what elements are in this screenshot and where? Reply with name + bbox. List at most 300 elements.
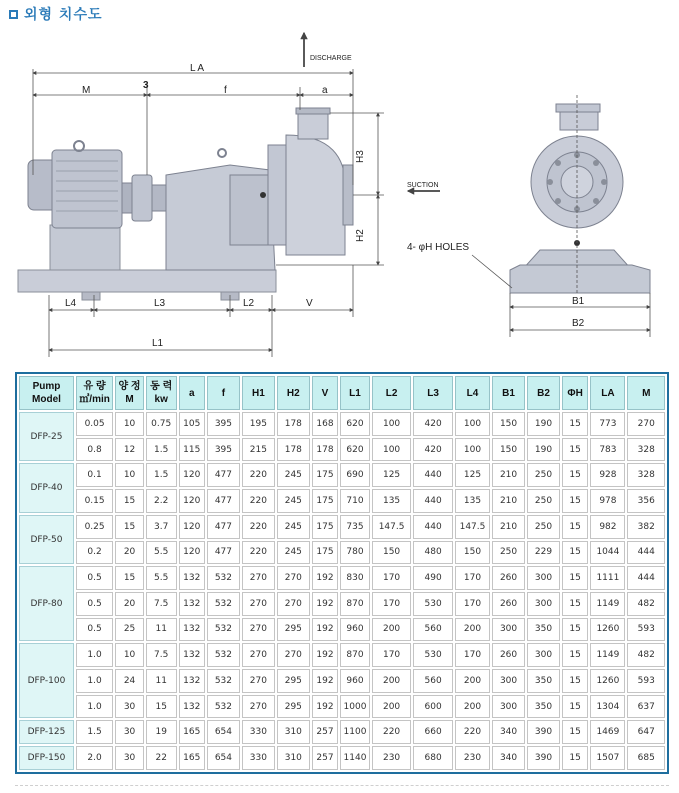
- table-cell: 15: [562, 566, 588, 590]
- table-cell: 1260: [590, 669, 625, 693]
- table-cell: 15: [562, 489, 588, 513]
- table-cell: 175: [312, 541, 338, 565]
- column-header: [455, 376, 490, 410]
- table-cell: 532: [207, 669, 240, 693]
- column-header: [207, 376, 240, 410]
- table-cell: 245: [277, 515, 310, 539]
- column-header: [19, 376, 74, 410]
- table-cell: 0.8: [76, 438, 113, 462]
- table-cell: 735: [340, 515, 370, 539]
- table-cell: 120: [179, 463, 205, 487]
- table-cell: 20: [115, 541, 144, 565]
- table-cell: 440: [413, 515, 453, 539]
- table-cell: 593: [627, 669, 665, 693]
- table-row: [19, 720, 665, 744]
- column-header: [146, 376, 177, 410]
- table-cell: 328: [627, 463, 665, 487]
- table-row: [19, 566, 665, 590]
- table-cell: 250: [527, 515, 560, 539]
- column-header: [312, 376, 338, 410]
- pump-model-cell: DFP-80: [19, 566, 74, 641]
- table-cell: 100: [455, 438, 490, 462]
- table-cell: 200: [455, 669, 490, 693]
- column-header: [340, 376, 370, 410]
- front-view: [510, 104, 650, 293]
- column-header: [242, 376, 275, 410]
- table-cell: 647: [627, 720, 665, 744]
- dim-label-m: M: [82, 85, 91, 96]
- column-header: [76, 376, 113, 410]
- table-cell: 444: [627, 566, 665, 590]
- column-header-line1: H1: [251, 387, 265, 399]
- table-cell: 230: [372, 746, 412, 770]
- table-cell: 637: [627, 695, 665, 719]
- table-row: [19, 489, 665, 513]
- dim-label-3: 3: [143, 80, 149, 91]
- dim-label-b2: B2: [572, 318, 585, 329]
- table-cell: 215: [242, 438, 275, 462]
- table-cell: 25: [115, 618, 144, 642]
- table-cell: 685: [627, 746, 665, 770]
- table-cell: 260: [492, 643, 525, 667]
- column-header-line1: 동 력: [150, 381, 173, 392]
- holes-label: 4- φH HOLES: [407, 242, 470, 253]
- table-cell: 780: [340, 541, 370, 565]
- dim-label-h2: H2: [355, 229, 366, 242]
- column-header: [372, 376, 412, 410]
- table-cell: 654: [207, 720, 240, 744]
- column-header-line1: f: [221, 387, 226, 399]
- table-cell: 783: [590, 438, 625, 462]
- table-cell: 210: [492, 463, 525, 487]
- table-cell: 15: [562, 412, 588, 436]
- table-cell: 300: [527, 566, 560, 590]
- column-header: [562, 376, 588, 410]
- table-cell: 1149: [590, 592, 625, 616]
- dim-label-b1: B1: [572, 296, 585, 307]
- column-header-line1: Pump: [32, 381, 61, 392]
- table-cell: 120: [179, 489, 205, 513]
- table-cell: 7.5: [146, 643, 177, 667]
- table-cell: 928: [590, 463, 625, 487]
- column-header-line1: 양 정: [118, 381, 141, 392]
- table-cell: 115: [179, 438, 205, 462]
- dim-label-la: L A: [190, 63, 205, 74]
- table-cell: 257: [312, 720, 338, 744]
- pump-model-cell: DFP-150: [19, 746, 74, 770]
- table-cell: 210: [492, 515, 525, 539]
- dim-label-a: a: [322, 85, 328, 96]
- table-cell: 482: [627, 592, 665, 616]
- table-cell: 30: [115, 720, 144, 744]
- table-cell: 0.2: [76, 541, 113, 565]
- table-cell: 11: [146, 618, 177, 642]
- table-cell: 1.0: [76, 669, 113, 693]
- table-cell: 192: [312, 695, 338, 719]
- table-cell: 295: [277, 695, 310, 719]
- column-header-line1: L3: [427, 387, 439, 399]
- column-header-line1: B2: [537, 387, 550, 399]
- table-cell: 2.2: [146, 489, 177, 513]
- table-cell: 15: [562, 618, 588, 642]
- table-cell: 395: [207, 438, 240, 462]
- table-cell: 250: [527, 463, 560, 487]
- table-cell: 178: [277, 438, 310, 462]
- table-cell: 1000: [340, 695, 370, 719]
- table-cell: 245: [277, 541, 310, 565]
- table-cell: 192: [312, 592, 338, 616]
- table-cell: 150: [492, 412, 525, 436]
- table-cell: 3.7: [146, 515, 177, 539]
- column-header: [527, 376, 560, 410]
- table-cell: 295: [277, 618, 310, 642]
- table-cell: 165: [179, 720, 205, 744]
- table-cell: 532: [207, 618, 240, 642]
- table-cell: 300: [492, 669, 525, 693]
- table-cell: 192: [312, 643, 338, 667]
- table-cell: 15: [562, 592, 588, 616]
- table-cell: 490: [413, 566, 453, 590]
- table-cell: 30: [115, 746, 144, 770]
- column-header-line1: M: [642, 387, 651, 399]
- table-cell: 530: [413, 643, 453, 667]
- table-cell: 15: [146, 695, 177, 719]
- table-cell: 132: [179, 592, 205, 616]
- table-cell: 593: [627, 618, 665, 642]
- column-header-line2: M: [125, 394, 134, 405]
- table-cell: 0.25: [76, 515, 113, 539]
- table-cell: 1149: [590, 643, 625, 667]
- column-header-line1: V: [321, 387, 329, 399]
- table-cell: 1.5: [146, 463, 177, 487]
- table-cell: 560: [413, 669, 453, 693]
- column-header-line1: ΦH: [567, 387, 583, 399]
- table-cell: 310: [277, 720, 310, 744]
- table-cell: 530: [413, 592, 453, 616]
- table-cell: 270: [242, 618, 275, 642]
- table-cell: 120: [179, 541, 205, 565]
- table-cell: 310: [277, 746, 310, 770]
- table-row: [19, 592, 665, 616]
- table-cell: 190: [527, 438, 560, 462]
- table-cell: 270: [277, 643, 310, 667]
- table-cell: 350: [527, 669, 560, 693]
- table-cell: 170: [455, 592, 490, 616]
- dim-label-v: V: [306, 298, 313, 309]
- table-cell: 170: [455, 643, 490, 667]
- table-cell: 420: [413, 412, 453, 436]
- table-cell: 1.5: [146, 438, 177, 462]
- discharge-label: DISCHARGE: [310, 55, 352, 62]
- table-cell: 245: [277, 489, 310, 513]
- table-row: [19, 643, 665, 667]
- table-cell: 395: [207, 412, 240, 436]
- table-cell: 560: [413, 618, 453, 642]
- table-cell: 270: [242, 695, 275, 719]
- table-cell: 175: [312, 515, 338, 539]
- table-cell: 192: [312, 566, 338, 590]
- table-cell: 24: [115, 669, 144, 693]
- table-cell: 340: [492, 746, 525, 770]
- table-cell: 270: [242, 643, 275, 667]
- table-cell: 477: [207, 463, 240, 487]
- dim-label-l4: L4: [65, 298, 77, 309]
- table-cell: 1260: [590, 618, 625, 642]
- table-cell: 477: [207, 489, 240, 513]
- table-cell: 356: [627, 489, 665, 513]
- column-header-line1: LA: [601, 387, 615, 399]
- dim-label-l1: L1: [152, 338, 164, 349]
- table-cell: 960: [340, 618, 370, 642]
- table-cell: 100: [455, 412, 490, 436]
- table-cell: 105: [179, 412, 205, 436]
- table-cell: 120: [179, 515, 205, 539]
- table-cell: 10: [115, 463, 144, 487]
- pump-model-cell: DFP-125: [19, 720, 74, 744]
- table-cell: 175: [312, 489, 338, 513]
- table-cell: 270: [627, 412, 665, 436]
- table-cell: 260: [492, 566, 525, 590]
- table-cell: 195: [242, 412, 275, 436]
- table-cell: 340: [492, 720, 525, 744]
- table-cell: 978: [590, 489, 625, 513]
- table-cell: 175: [312, 463, 338, 487]
- table-cell: 270: [242, 566, 275, 590]
- table-row: [19, 438, 665, 462]
- table-cell: 0.5: [76, 592, 113, 616]
- table-cell: 1304: [590, 695, 625, 719]
- table-cell: 170: [455, 566, 490, 590]
- spec-table: [17, 374, 667, 772]
- table-cell: 132: [179, 669, 205, 693]
- table-cell: 192: [312, 618, 338, 642]
- table-cell: 100: [372, 412, 412, 436]
- table-cell: 220: [242, 515, 275, 539]
- table-cell: 1100: [340, 720, 370, 744]
- table-cell: 1.0: [76, 695, 113, 719]
- table-cell: 170: [372, 566, 412, 590]
- table-cell: 420: [413, 438, 453, 462]
- table-cell: 1469: [590, 720, 625, 744]
- column-header-line2: ㎥/min: [79, 394, 110, 405]
- table-cell: 12: [115, 438, 144, 462]
- square-bullet-icon: [9, 10, 18, 19]
- table-cell: 200: [372, 695, 412, 719]
- table-cell: 773: [590, 412, 625, 436]
- table-cell: 330: [242, 746, 275, 770]
- table-cell: 480: [413, 541, 453, 565]
- table-cell: 260: [492, 592, 525, 616]
- table-row: [19, 618, 665, 642]
- table-cell: 654: [207, 746, 240, 770]
- table-cell: 135: [455, 489, 490, 513]
- side-view: [18, 108, 353, 300]
- table-cell: 532: [207, 566, 240, 590]
- table-cell: 1140: [340, 746, 370, 770]
- table-cell: 5.5: [146, 541, 177, 565]
- table-cell: 870: [340, 592, 370, 616]
- table-cell: 15: [562, 746, 588, 770]
- column-header: [115, 376, 144, 410]
- table-cell: 382: [627, 515, 665, 539]
- dim-label-l2: L2: [243, 298, 255, 309]
- table-cell: 190: [527, 412, 560, 436]
- table-cell: 620: [340, 438, 370, 462]
- section-title-text: 외형 치수도: [24, 7, 103, 23]
- table-cell: 444: [627, 541, 665, 565]
- table-cell: 220: [242, 463, 275, 487]
- table-cell: 192: [312, 669, 338, 693]
- column-header-line1: L2: [385, 387, 398, 399]
- table-cell: 125: [372, 463, 412, 487]
- pump-dimension-drawing: [0, 25, 679, 370]
- table-cell: 870: [340, 643, 370, 667]
- dim-label-h3: H3: [355, 150, 366, 163]
- table-cell: 350: [527, 695, 560, 719]
- spec-table-container: [15, 372, 669, 774]
- table-row: [19, 463, 665, 487]
- table-cell: 0.1: [76, 463, 113, 487]
- table-cell: 220: [455, 720, 490, 744]
- table-cell: 178: [277, 412, 310, 436]
- table-cell: 257: [312, 746, 338, 770]
- column-header-line2: Model: [32, 394, 61, 405]
- table-cell: 147.5: [455, 515, 490, 539]
- table-cell: 165: [179, 746, 205, 770]
- table-cell: 1.5: [76, 720, 113, 744]
- table-cell: 0.5: [76, 566, 113, 590]
- table-cell: 15: [562, 438, 588, 462]
- table-cell: 150: [372, 541, 412, 565]
- table-cell: 220: [242, 541, 275, 565]
- column-header: [179, 376, 205, 410]
- table-cell: 178: [312, 438, 338, 462]
- suction-label: SUCTION: [407, 182, 439, 189]
- table-cell: 10: [115, 412, 144, 436]
- table-cell: 210: [492, 489, 525, 513]
- table-cell: 147.5: [372, 515, 412, 539]
- table-cell: 0.5: [76, 618, 113, 642]
- table-row: [19, 541, 665, 565]
- table-cell: 2.0: [76, 746, 113, 770]
- table-cell: 200: [372, 618, 412, 642]
- table-row: [19, 746, 665, 770]
- table-cell: 15: [562, 720, 588, 744]
- header-row: [19, 376, 665, 410]
- dim-label-f: f: [224, 85, 227, 96]
- column-header: [492, 376, 525, 410]
- table-cell: 390: [527, 746, 560, 770]
- table-cell: 440: [413, 489, 453, 513]
- table-cell: 830: [340, 566, 370, 590]
- table-cell: 300: [492, 618, 525, 642]
- table-row: [19, 669, 665, 693]
- table-cell: 200: [455, 618, 490, 642]
- table-cell: 15: [115, 515, 144, 539]
- table-cell: 960: [340, 669, 370, 693]
- column-header-line1: 유 량: [83, 381, 106, 392]
- column-header-line2: kw: [154, 394, 168, 405]
- footer-divider: [15, 785, 669, 786]
- table-cell: 220: [242, 489, 275, 513]
- table-cell: 170: [372, 592, 412, 616]
- table-cell: 200: [455, 695, 490, 719]
- table-cell: 482: [627, 643, 665, 667]
- table-cell: 295: [277, 669, 310, 693]
- table-cell: 300: [527, 643, 560, 667]
- table-cell: 15: [562, 643, 588, 667]
- table-cell: 300: [527, 592, 560, 616]
- table-cell: 15: [115, 489, 144, 513]
- pump-model-cell: DFP-40: [19, 463, 74, 512]
- table-cell: 0.05: [76, 412, 113, 436]
- table-cell: 270: [277, 592, 310, 616]
- table-cell: 20: [115, 592, 144, 616]
- table-cell: 10: [115, 643, 144, 667]
- table-cell: 132: [179, 643, 205, 667]
- table-cell: 477: [207, 541, 240, 565]
- column-header: [627, 376, 665, 410]
- table-cell: 168: [312, 412, 338, 436]
- table-cell: 982: [590, 515, 625, 539]
- table-cell: 532: [207, 643, 240, 667]
- table-cell: 19: [146, 720, 177, 744]
- table-cell: 15: [562, 695, 588, 719]
- table-cell: 300: [492, 695, 525, 719]
- table-cell: 690: [340, 463, 370, 487]
- table-cell: 15: [562, 669, 588, 693]
- table-cell: 245: [277, 463, 310, 487]
- table-cell: 15: [562, 515, 588, 539]
- table-cell: 620: [340, 412, 370, 436]
- table-cell: 270: [277, 566, 310, 590]
- table-cell: 230: [455, 746, 490, 770]
- table-cell: 5.5: [146, 566, 177, 590]
- table-cell: 150: [492, 438, 525, 462]
- table-cell: 0.75: [146, 412, 177, 436]
- column-header-line1: B1: [502, 387, 515, 399]
- table-cell: 11: [146, 669, 177, 693]
- table-cell: 680: [413, 746, 453, 770]
- dim-label-l3: L3: [154, 298, 166, 309]
- table-cell: 477: [207, 515, 240, 539]
- table-cell: 132: [179, 566, 205, 590]
- section-title: [9, 5, 103, 23]
- table-cell: 132: [179, 618, 205, 642]
- table-cell: 1111: [590, 566, 625, 590]
- table-cell: 132: [179, 695, 205, 719]
- table-row: [19, 695, 665, 719]
- column-header-line1: L4: [466, 387, 479, 399]
- table-cell: 440: [413, 463, 453, 487]
- column-header: [413, 376, 453, 410]
- table-cell: 22: [146, 746, 177, 770]
- table-cell: 270: [242, 592, 275, 616]
- table-cell: 328: [627, 438, 665, 462]
- table-cell: 229: [527, 541, 560, 565]
- table-cell: 7.5: [146, 592, 177, 616]
- table-cell: 532: [207, 695, 240, 719]
- table-cell: 15: [562, 463, 588, 487]
- table-cell: 125: [455, 463, 490, 487]
- column-header-line1: H2: [286, 387, 300, 399]
- table-cell: 270: [242, 669, 275, 693]
- table-cell: 1044: [590, 541, 625, 565]
- table-cell: 1507: [590, 746, 625, 770]
- table-cell: 100: [372, 438, 412, 462]
- table-cell: 330: [242, 720, 275, 744]
- table-cell: 250: [527, 489, 560, 513]
